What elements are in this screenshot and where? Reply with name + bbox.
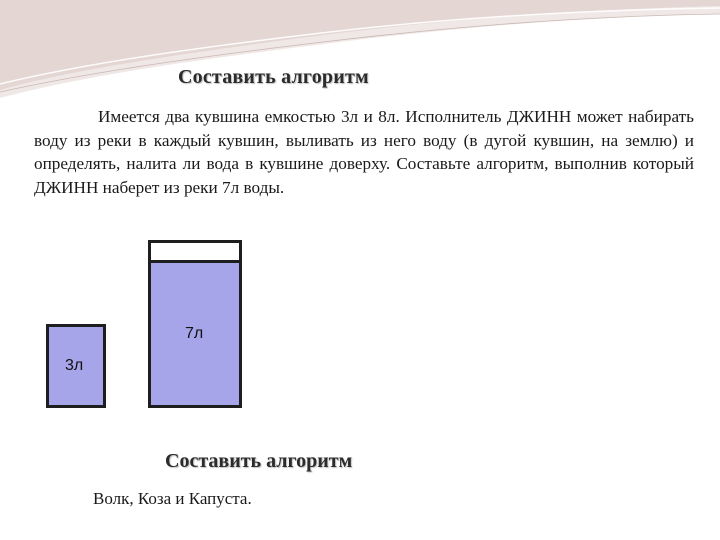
header-decoration xyxy=(0,0,720,110)
slide-title: Составить алгоритм xyxy=(178,66,369,88)
jug-8l xyxy=(148,240,242,408)
second-title: Составить алгоритм xyxy=(165,450,353,472)
second-problem: Волк, Коза и Капуста. xyxy=(93,489,252,508)
jug-3l-label: 3л xyxy=(65,357,84,374)
jug-8l-label: 7л xyxy=(185,325,204,342)
problem-text: Имеется два кувшина емкостью 3л и 8л. Исполнитель ДЖИНН может набирать воду из реки в каждый кувшин, выливать из него воду (в дугой кувшин, на землю) и определять, налита ли вода в кувшине доверху. Составьте алгоритм, выполнив который ДЖИНН наберет из реки 7л воды. xyxy=(34,107,694,197)
